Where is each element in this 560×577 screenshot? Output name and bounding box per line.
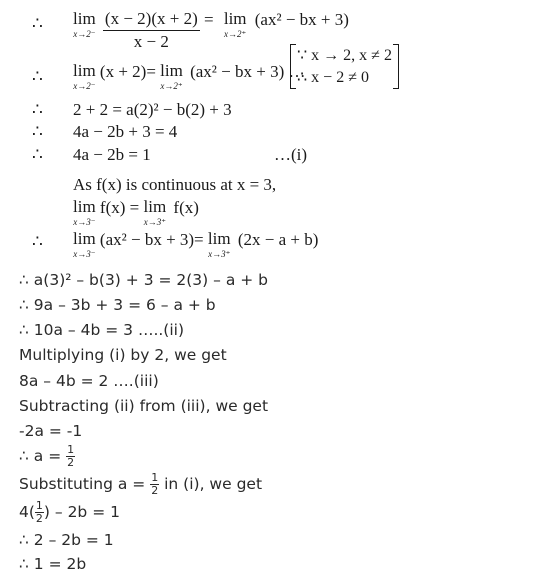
text-line: Subtracting (ii) from (iii), we get: [19, 397, 269, 415]
fraction-half: $\frac{1}{2}$: [67, 443, 75, 469]
text-line: 4( $\frac{1}{2}$ ) – 2b = 1: [19, 499, 120, 525]
continuity-statement: As f(x) is continuous at x = 3,: [73, 175, 277, 194]
text-line: ∴ 2 – 2b = 1: [19, 531, 114, 549]
therefore-symbol: ∴: [32, 14, 43, 33]
text-line: ∴ 1 = 2b: [19, 555, 87, 573]
equation-line: 2 + 2 = a(2)² − b(2) + 3: [73, 100, 232, 119]
fraction: $\frac{(x - 2)(x + 2)}{x - 2}$: [104, 9, 198, 51]
text-line: ∴ a(3)² – b(3) + 3 = 2(3) – a + b: [19, 271, 268, 289]
therefore-symbol: ∴: [32, 145, 43, 164]
text-line: ∴ 10a – 4b = 3 …..(ii): [19, 321, 185, 339]
result-line: ∴ a = $\frac{1}{2}$: [19, 443, 75, 469]
text-line: Multiplying (i) by 2, we get: [19, 346, 227, 364]
therefore-symbol: ∴: [32, 232, 43, 251]
therefore-symbol: ∴: [32, 100, 43, 119]
limit-line-3: lim x→3⁻ f(x) = lim x→3⁺ f(x): [73, 197, 199, 227]
text-line: ∴ 9a – 3b + 3 = 6 – a + b: [19, 296, 216, 314]
equation-line: 4a − 2b + 3 = 4: [73, 122, 178, 141]
fraction-half: $\frac{1}{2}$: [35, 499, 43, 525]
therefore-symbol: ∴: [32, 67, 43, 86]
equation-tag: …(i): [274, 145, 308, 164]
therefore-symbol: ∴: [32, 122, 43, 141]
lim-left: lim x→2⁻: [73, 9, 96, 39]
equation-line: 4a − 2b = 1: [73, 145, 151, 164]
condition-bracket: ∵ x → 2, x ≠ 2 ∴ x − 2 ≠ 0: [290, 44, 399, 89]
limit-line-2: lim x→2⁻ (x + 2)= lim x→2⁺ (ax² − bx + 3) …: [73, 61, 306, 91]
limit-line-4: lim x→3⁻ (ax² − bx + 3)= lim x→3⁺ (2x − a + b): [73, 229, 319, 259]
fraction-half: $\frac{1}{2}$: [151, 471, 159, 497]
printed-derivation: [0, 0, 560, 260]
limit-line-1: lim x→2⁻ $\frac{(x - 2)(x + 2)}{x - 2}$ = lim x→2⁺ (ax² − bx + 3): [73, 9, 349, 51]
text-line: Substituting a = $\frac{1}{2}$ in (i), we get: [19, 471, 263, 497]
text-line: 8a – 4b = 2 ….(iii): [19, 372, 159, 390]
text-line: -2a = -1: [19, 422, 83, 440]
lim-right: lim x→2⁺: [223, 9, 247, 39]
